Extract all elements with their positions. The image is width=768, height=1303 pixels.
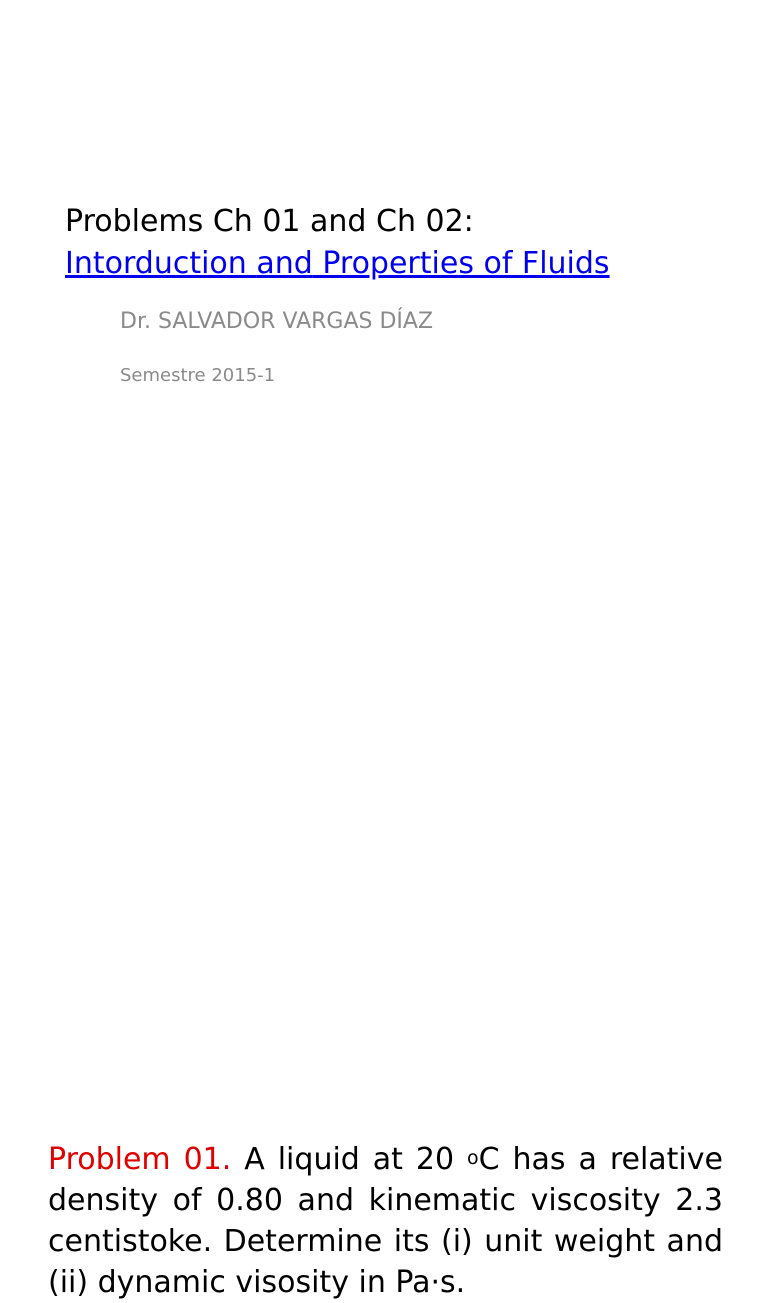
- title-link-properties-of-fluids[interactable]: Properties of Fluids: [312, 246, 610, 281]
- author-name: Dr. SALVADOR VARGAS DÍAZ: [120, 309, 434, 334]
- title-slide: [0, 0, 768, 512]
- problem-text-part-1: A liquid at 20: [231, 1142, 467, 1177]
- semester-label: Semestre 2015-1: [120, 365, 276, 386]
- title-link-and[interactable]: and: [256, 246, 313, 281]
- title-line-2: [65, 243, 610, 285]
- problem-slide: [0, 512, 768, 1300]
- slide-title: [65, 201, 610, 285]
- problem-text-part-2: C has a relative density of 0.80 and kinematic viscosity 2.3 centistoke. Determine its (i) unit weight and (ii) dynamic visosity in Pa: [48, 1142, 723, 1300]
- dot-operator: ·: [430, 1265, 441, 1300]
- title-link-introduction[interactable]: Intorduction: [65, 246, 257, 281]
- problem-text-part-3: s.: [440, 1265, 466, 1300]
- title-line-1: Problems Ch 01 and Ch 02:: [65, 204, 474, 239]
- problem-label: Problem 01.: [48, 1142, 232, 1177]
- degree-symbol: o: [467, 1147, 479, 1169]
- problem-statement: [48, 1138, 723, 1303]
